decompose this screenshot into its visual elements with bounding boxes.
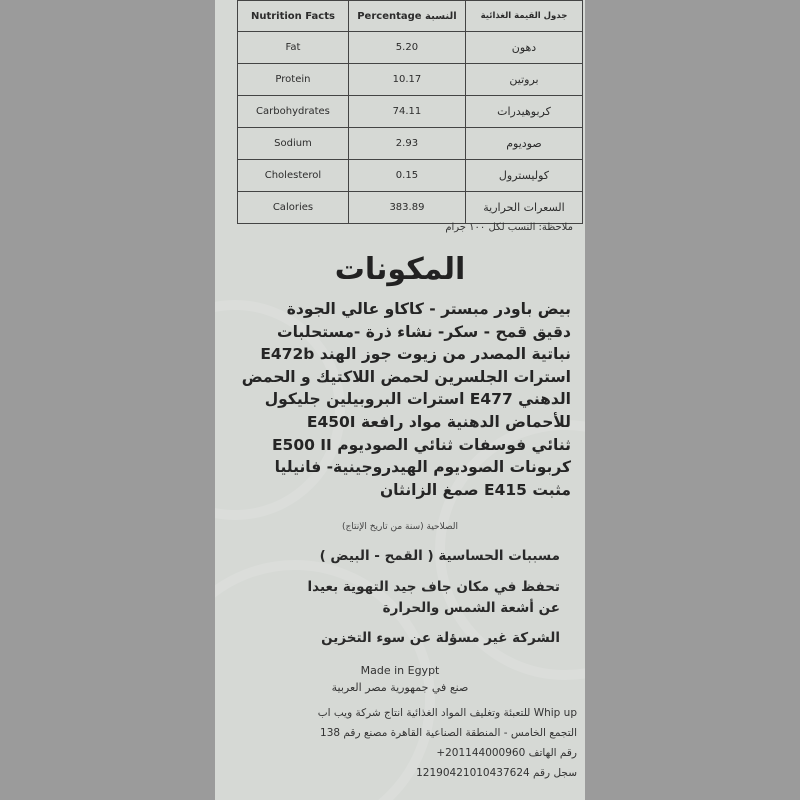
nutrient-value: 0.15 — [348, 160, 465, 192]
table-row — [238, 96, 583, 128]
phone-label: رقم الهاتف — [528, 747, 577, 759]
nutrition-table — [237, 0, 583, 224]
ingredients-line: استرات الجلسرين لحمض اللاكتيك و الحمض — [241, 367, 571, 386]
registration-label: سجل رقم — [533, 767, 577, 779]
header-arabic: جدول القيمة الغذائية — [465, 1, 582, 32]
storage-line: تحفظ في مكان جاف جيد التهوية بعيدا — [307, 579, 560, 595]
header-percentage: Percentage النسبة — [348, 1, 465, 32]
storage-line: عن أشعة الشمس والحرارة — [382, 600, 560, 616]
ingredients-line: نباتية المصدر من زيوت جوز الهند E472b — [260, 345, 571, 364]
company-registration-row — [217, 763, 577, 783]
phone-number: +201144000960 — [436, 747, 526, 759]
nutrient-value: 2.93 — [348, 128, 465, 160]
storage-instructions — [308, 577, 560, 619]
company-info — [217, 703, 577, 783]
ingredients-line: بيض باودر مبستر - كاكاو عالي الجودة — [286, 300, 571, 318]
ingredients-line: مثبت E415 صمغ الزانثان — [379, 480, 571, 499]
nutrient-name-en: Sodium — [238, 128, 349, 160]
nutrient-name-ar: بروتين — [465, 64, 582, 96]
registration-number: 12190421010437624 — [416, 767, 530, 779]
nutrient-value: 383.89 — [348, 192, 465, 224]
shelf-life: الصلاحية (سنة من تاريخ الإنتاج) — [341, 522, 459, 532]
nutrient-name-en: Calories — [238, 192, 349, 224]
nutrient-name-ar: دهون — [465, 32, 582, 64]
nutrient-name-en: Cholesterol — [238, 160, 349, 192]
table-row — [238, 64, 583, 96]
ingredients-line: الدهني E477 استرات البروبيلين جليكول — [264, 390, 571, 409]
table-row — [238, 32, 583, 64]
allergens-text: مسببات الحساسية ( القمح - البيض ) — [319, 548, 560, 564]
nutrient-name-en: Protein — [238, 64, 349, 96]
nutrition-header-row — [238, 1, 583, 32]
ingredients-line: كربونات الصوديوم الهيدروجينية- فانيليا — [274, 458, 571, 477]
nutrient-name-en: Fat — [238, 32, 349, 64]
ingredients-line: للأحماض الدهنية مواد رافعة E450I — [306, 412, 571, 431]
table-row — [238, 192, 583, 224]
nutrition-note: ملاحظة: النسب لكل ١٠٠ جرام — [445, 222, 573, 233]
nutrient-name-ar: صوديوم — [465, 128, 582, 160]
nutrient-name-en: Carbohydrates — [238, 96, 349, 128]
company-phone-row — [217, 743, 577, 763]
nutrient-name-ar: السعرات الحرارية — [465, 192, 582, 224]
made-in — [215, 662, 585, 696]
company-line: Whip up للتعبئة وتغليف المواد الغذائية انتاج شركة ويب اب — [317, 707, 577, 719]
table-row — [238, 160, 583, 192]
ingredients-line: ثنائي فوسفات ثنائي الصوديوم E500 II — [271, 435, 571, 454]
nutrient-value: 10.17 — [348, 64, 465, 96]
storage-disclaimer: الشركة غير مسؤلة عن سوء التخزين — [321, 630, 560, 646]
ingredients-title: المكونات — [334, 252, 466, 287]
header-nutrition-facts: Nutrition Facts — [238, 1, 349, 32]
made-in-arabic: صنع في جمهورية مصر العربية — [331, 681, 469, 694]
ingredients-line: دقيق قمح - سكر- نشاء ذرة -مستحلبات — [277, 322, 571, 341]
nutrient-value: 5.20 — [348, 32, 465, 64]
nutrient-value: 74.11 — [348, 96, 465, 128]
table-row — [238, 128, 583, 160]
nutrient-name-ar: كوليسترول — [465, 160, 582, 192]
nutrient-name-ar: كربوهيدرات — [465, 96, 582, 128]
ingredients-list — [226, 298, 571, 501]
company-address: التجمع الخامس - المنطقة الصناعية القاهرة مصنع رقم 138 — [320, 727, 577, 739]
made-in-english: Made in Egypt — [360, 664, 440, 677]
product-label — [215, 0, 585, 800]
